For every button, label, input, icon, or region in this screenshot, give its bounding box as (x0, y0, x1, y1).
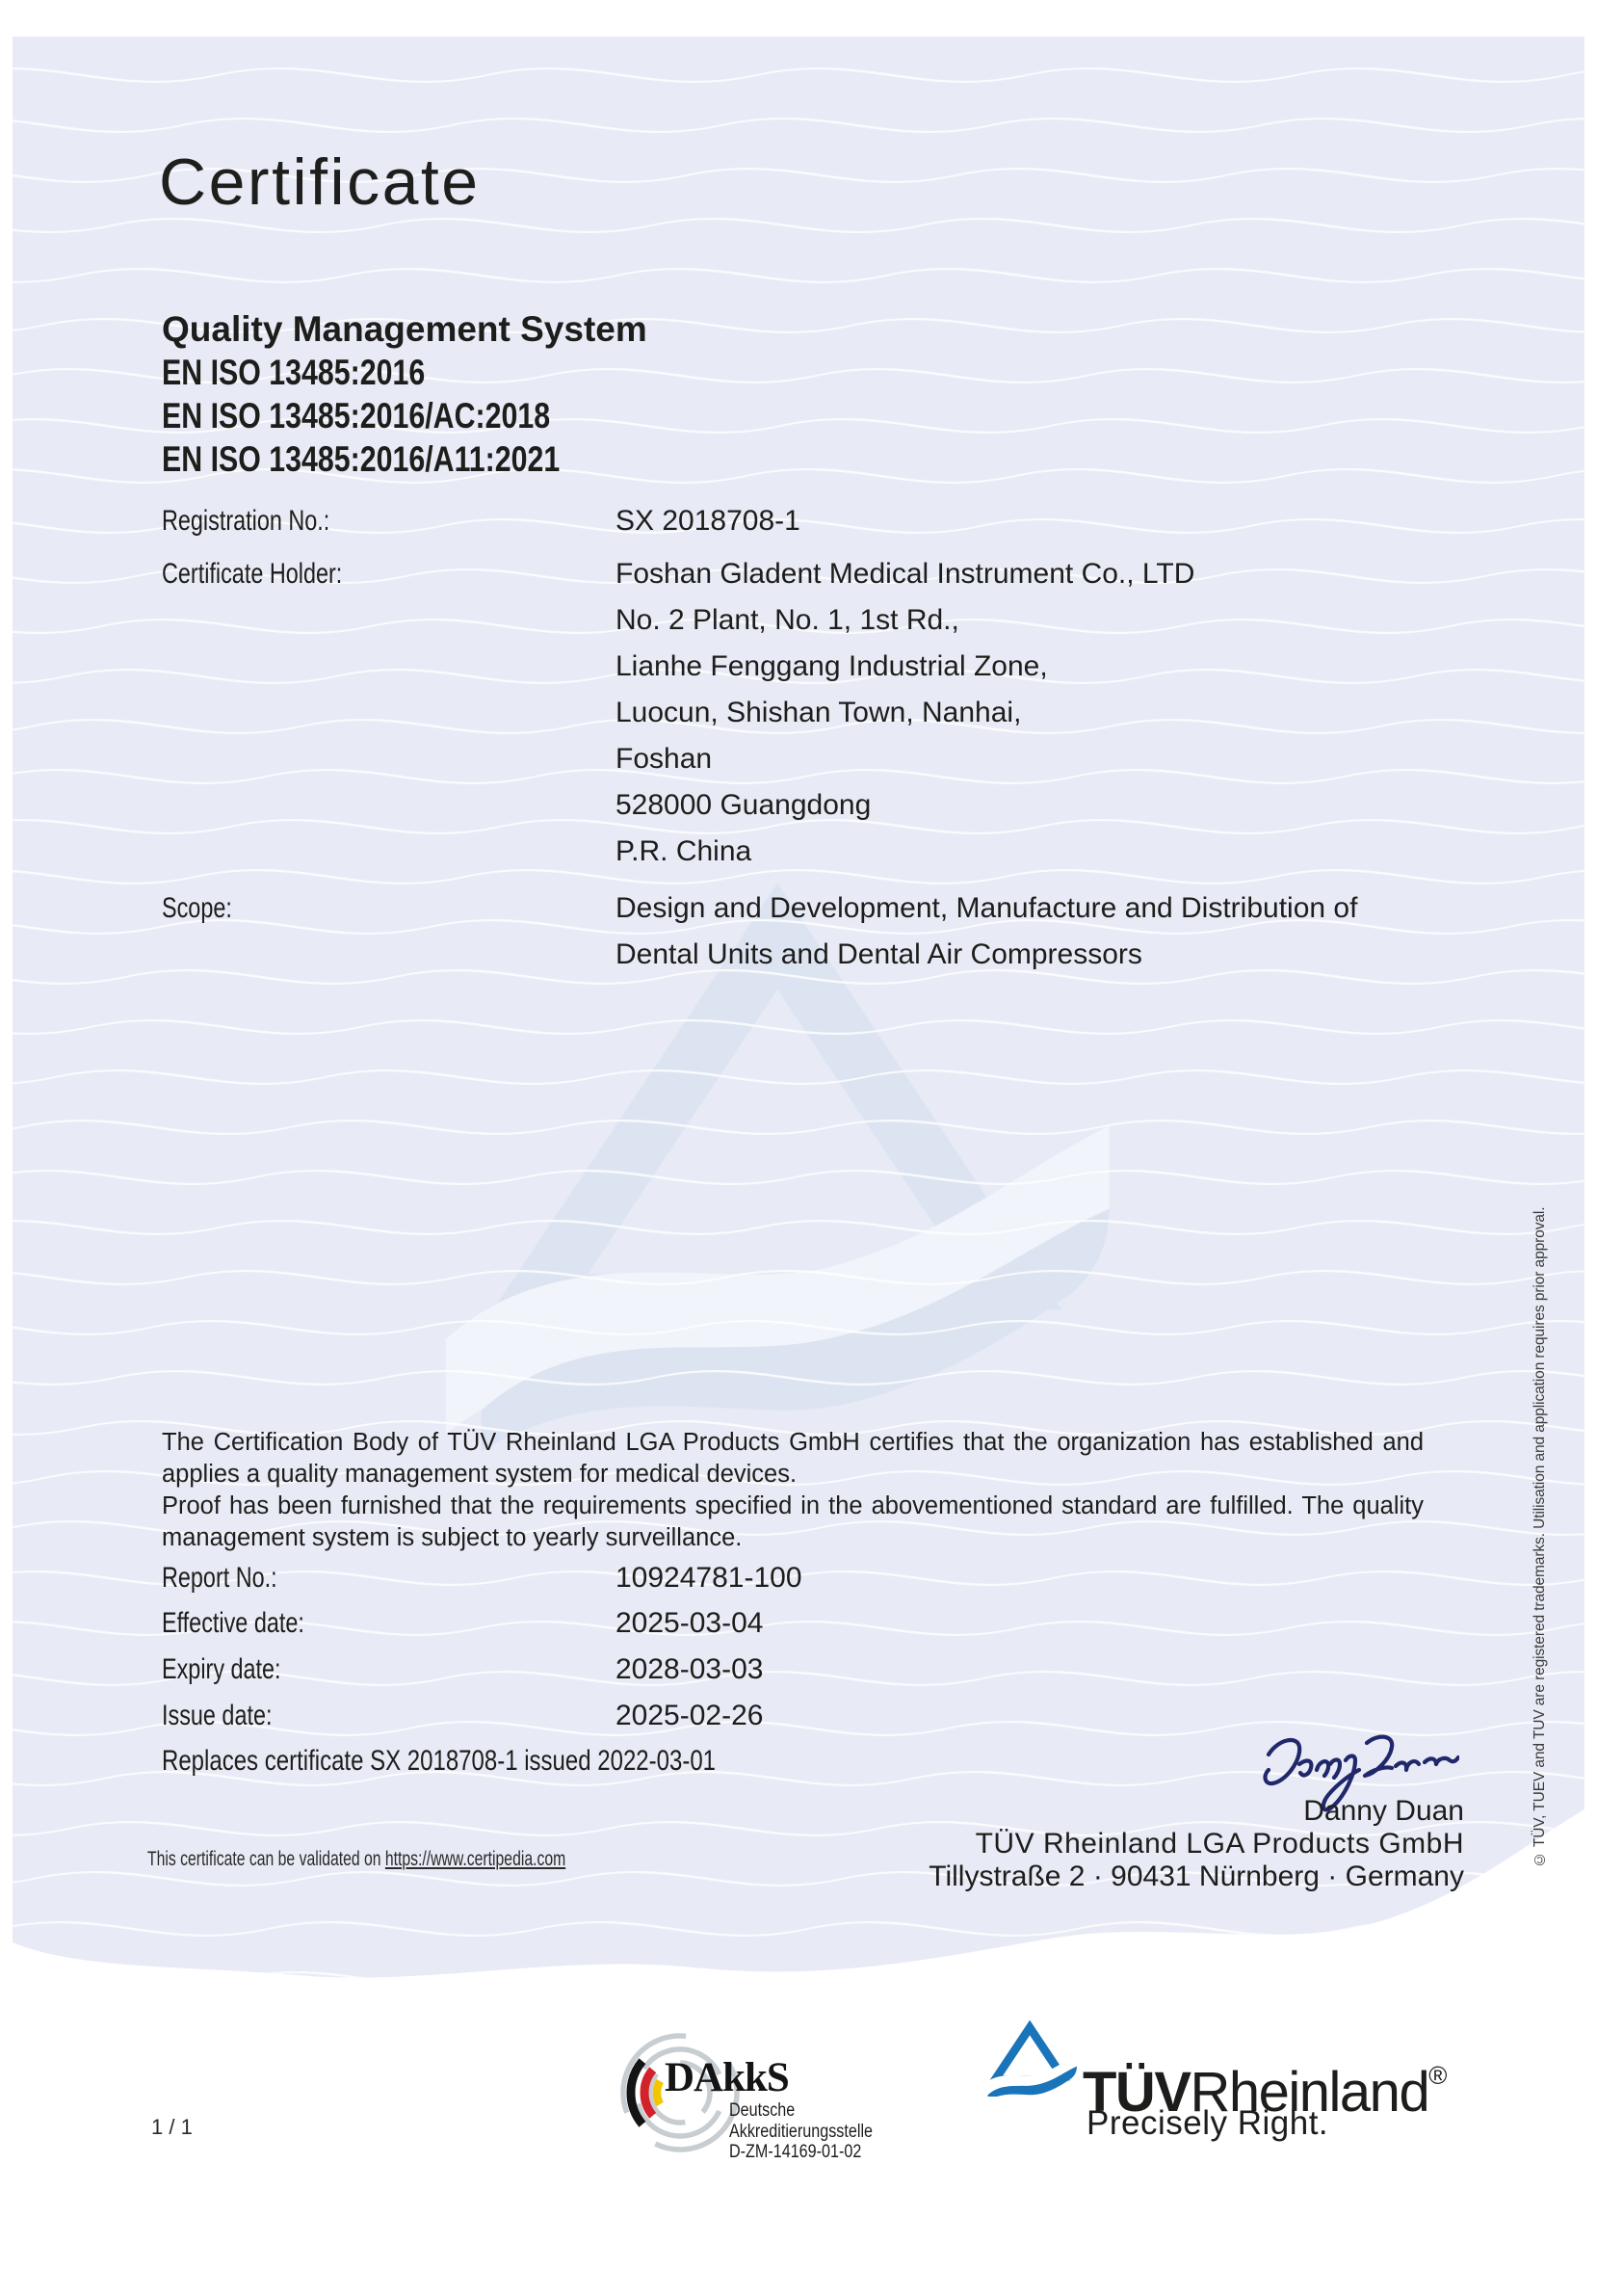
registration-row (0, 503, 1623, 540)
scope-label: Scope: (162, 892, 232, 924)
scope-line: Dental Units and Dental Air Compressors (615, 938, 1142, 970)
expiry-date-row (0, 1651, 1623, 1688)
certipedia-link[interactable]: https://www.certipedia.com (384, 1848, 566, 1870)
holder-line: P.R. China (615, 835, 752, 867)
expiry-date-label: Expiry date: (162, 1653, 281, 1685)
signatory-company: TÜV Rheinland LGA Products GmbH (975, 1828, 1464, 1860)
registration-label: Registration No.: (162, 505, 330, 537)
holder-line: Foshan Gladent Medical Instrument Co., LTD (615, 558, 1195, 590)
issue-date-label: Issue date: (162, 1700, 273, 1731)
effective-date-value: 2025-03-04 (615, 1607, 764, 1639)
report-value: 10924781-100 (615, 1562, 802, 1594)
standard-line: EN ISO 13485:2016 (162, 353, 426, 392)
signatory-address: Tillystraße 2 · 90431 Nürnberg · Germany (929, 1861, 1464, 1892)
dakks-text-block (729, 2100, 873, 2163)
dakks-org-line: Deutsche (729, 2100, 796, 2121)
effective-date-label: Effective date: (162, 1607, 304, 1639)
standards-heading: Quality Management System (162, 309, 647, 349)
trademark-side-note: © TÜV, TUEV and TUV are registered trademarks. Utilisation and application requires prior approval. (1531, 1206, 1548, 1867)
dakks-yellow-arc (657, 2081, 660, 2104)
holder-line: No. 2 Plant, No. 1, 1st Rd., (615, 604, 959, 636)
issue-date-value: 2025-02-26 (615, 1700, 764, 1731)
page-title: Certificate (159, 145, 481, 219)
scope-row (0, 885, 1623, 970)
standard-line: EN ISO 13485:2016/A11:2021 (162, 439, 561, 479)
scope-line: Design and Development, Manufacture and Distribution of (615, 892, 1358, 924)
registration-value: SX 2018708-1 (615, 505, 800, 537)
tuv-tagline: Precisely Right. (1086, 2104, 1329, 2142)
tuv-wordmark-bold: TÜV (1083, 2061, 1191, 2124)
holder-label: Certificate Holder: (162, 558, 343, 590)
statement-paragraph: The Certification Body of TÜV Rheinland LGA Products GmbH certifies that the organization has established and applies a quality management system for medical devices. (162, 1429, 1424, 1488)
tuv-wordmark-regular: Rheinland (1190, 2061, 1429, 2124)
validation-text: This certificate can be validated on (147, 1848, 385, 1870)
scope-text (615, 885, 1357, 978)
signatory-block (867, 1795, 1464, 1893)
tuv-triangle-icon (984, 2018, 1077, 2097)
expiry-date-value: 2028-03-03 (615, 1653, 764, 1685)
statement-paragraph: Proof has been furnished that the requirements specified in the abovementioned standard are fulfilled. The quality management system is subject to yearly surveillance. (162, 1492, 1424, 1551)
holder-line: Foshan (615, 743, 713, 775)
dakks-org-line: Akkreditierungsstelle (729, 2121, 874, 2142)
standards-block (162, 307, 647, 481)
signatory-name: Danny Duan (1303, 1795, 1464, 1827)
holder-line: 528000 Guangdong (615, 789, 872, 821)
certification-statement (162, 1427, 1424, 1554)
report-label: Report No.: (162, 1562, 277, 1594)
holder-address (615, 551, 1194, 875)
holder-line: Lianhe Fenggang Industrial Zone, (615, 650, 1048, 682)
holder-row (0, 551, 1623, 867)
holder-line: Luocun, Shishan Town, Nanhai, (615, 697, 1022, 728)
effective-date-row (0, 1605, 1623, 1642)
page-indicator: 1 / 1 (151, 2115, 193, 2139)
dakks-accreditation-id: D-ZM-14169-01-02 (729, 2142, 862, 2162)
registered-mark: ® (1428, 2061, 1448, 2090)
dakks-wordmark: DAkkS (665, 2055, 789, 2100)
report-row (0, 1560, 1623, 1597)
validation-note (147, 1847, 565, 1872)
issue-date-row (0, 1698, 1623, 1734)
replaces-note: Replaces certificate SX 2018708-1 issued 2022-03-01 (162, 1745, 717, 1777)
standard-line: EN ISO 13485:2016/AC:2018 (162, 396, 551, 435)
